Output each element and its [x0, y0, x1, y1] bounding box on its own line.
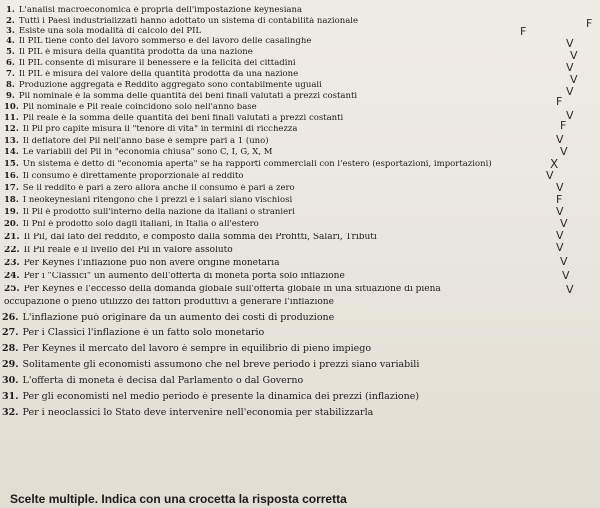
question-line — [2, 408, 373, 418]
question-line — [4, 114, 343, 123]
question-number: 14. — [4, 148, 19, 157]
answer-mark: V — [566, 37, 574, 50]
question-text: Il PIL è misura del valore della quantità prodotta da una nazione — [18, 70, 299, 79]
question-text: Il PIL è misura della quantità prodotta da una nazione — [18, 48, 253, 57]
question-number: 6. — [6, 59, 15, 68]
question-number: 30. — [2, 376, 19, 386]
question-line — [4, 285, 441, 294]
question-line — [4, 160, 492, 169]
question-line — [6, 17, 358, 26]
question-line — [6, 48, 253, 57]
section-title: Scelte multiple. Indica con una crocetta la risposta corretta — [10, 492, 347, 506]
question-line — [4, 137, 269, 146]
question-number: 15. — [4, 160, 19, 169]
question-text: Esiste una sola modalità di calcolo del PIL — [18, 27, 202, 36]
question-text: Il Pil, dal lato del reddito, è composto dalla somma dei Profitti, Salari, Tributi — [23, 233, 377, 242]
question-line — [6, 27, 201, 36]
question-number: 2. — [6, 17, 15, 26]
question-number: 1. — [6, 6, 15, 15]
answer-mark: V — [570, 73, 578, 86]
question-line — [6, 70, 298, 79]
question-text: Il PIL tiene conto del lavoro sommerso e del lavoro delle casalinghe — [18, 37, 312, 46]
answer-mark: V — [562, 269, 570, 282]
question-number: 27. — [2, 328, 19, 338]
question-number: 3. — [6, 27, 15, 36]
question-text: Produzione aggregata e Reddito aggregato sono contabilmente uguali — [18, 81, 322, 90]
answer-mark: F — [520, 25, 527, 38]
answer-mark: V — [566, 61, 574, 74]
question-number: 5. — [6, 48, 15, 57]
answer-mark: V — [556, 181, 564, 194]
question-text: Per Keynes il mercato del lavoro è sempre in equilibrio di pieno impiego — [22, 344, 372, 354]
question-line — [4, 259, 280, 268]
question-line — [4, 196, 292, 205]
question-text: Il Pnl è prodotto solo dagli italiani, in Italia o all'estero — [22, 220, 259, 229]
question-line — [2, 328, 264, 338]
question-text: Pil nominale è la somma delle quantità dei beni finali valutati a prezzi costanti — [18, 92, 358, 101]
answer-mark: V — [566, 283, 574, 296]
question-text: Per i Classici l'inflazione è un fatto solo monetario — [22, 328, 265, 338]
question-number: 23. — [4, 259, 20, 268]
question-number: 22. — [4, 246, 20, 255]
question-line — [2, 392, 419, 402]
question-line — [2, 344, 371, 354]
answer-mark: V — [560, 255, 568, 268]
question-text: Tutti i Paesi industrializzati hanno adottato un sistema di contabilità nazionale — [18, 17, 359, 26]
question-number: 26. — [2, 313, 19, 323]
question-line — [4, 172, 244, 181]
question-text: Il Pil reale è il livello del Pil in valore assoluto — [23, 246, 233, 255]
answer-mark: V — [570, 49, 578, 62]
answer-mark: F — [586, 17, 593, 30]
question-line — [4, 125, 297, 134]
answer-mark: V — [546, 169, 554, 182]
question-line — [4, 298, 334, 307]
question-number: 29. — [2, 360, 19, 370]
answer-mark: X — [550, 157, 559, 171]
question-line — [4, 233, 377, 242]
question-line — [6, 59, 296, 68]
question-line — [2, 360, 419, 370]
question-line — [4, 148, 272, 157]
question-line — [4, 272, 345, 281]
answer-mark: V — [556, 229, 564, 242]
question-text: L'inflazione può originare da un aumento dei costi di produzione — [22, 313, 335, 323]
question-line — [4, 103, 257, 112]
question-text: occupazione o pieno utilizzo dei fattori produttivi a generare l'inflazione — [4, 298, 334, 307]
question-text: Il consumo è direttamente proporzionale al reddito — [22, 172, 244, 181]
answer-mark: V — [566, 109, 574, 122]
answer-mark: V — [556, 133, 564, 146]
question-text: Il Pil pro capite misura il "tenore di vita" in termini di ricchezza — [22, 125, 298, 134]
question-text: Il deflatore del Pil nell'anno base è sempre pari a 1 (uno) — [22, 137, 269, 146]
question-number: 11. — [4, 114, 19, 123]
question-text: L'analisi macroeconomica è propria dell'impostazione keynesiana — [18, 6, 303, 15]
question-text: Solitamente gli economisti assumono che nel breve periodo i prezzi siano variabili — [22, 360, 420, 370]
answer-mark: F — [556, 193, 563, 206]
question-number: 8. — [6, 81, 15, 90]
question-number: 12. — [4, 125, 19, 134]
question-line — [6, 37, 311, 46]
question-number: 32. — [2, 408, 19, 418]
question-text: Il PIL consente di misurare il benessere e la felicità dei cittadini — [18, 59, 296, 68]
answer-mark: V — [560, 145, 568, 158]
question-text: Per Keynes è l'eccesso della domanda globale sull'offerta globale in una situazione di piena — [23, 285, 441, 294]
question-number: 7. — [6, 70, 15, 79]
question-number: 19. — [4, 208, 19, 217]
answer-mark: V — [560, 217, 568, 230]
question-line — [6, 6, 302, 15]
question-number: 25. — [4, 285, 20, 294]
question-number: 13. — [4, 137, 19, 146]
question-number: 18. — [4, 196, 19, 205]
question-text: Per gli economisti nel medio periodo è presente la dinamica dei prezzi (inflazione) — [22, 392, 420, 402]
question-line — [4, 208, 295, 217]
question-text: Pil reale è la somma delle quantità dei beni finali valutati a prezzi costanti — [22, 114, 344, 123]
question-number: 10. — [4, 103, 19, 112]
question-number: 31. — [2, 392, 19, 402]
question-text: Se il reddito è pari a zero allora anche il consumo è pari a zero — [22, 184, 295, 193]
question-text: Per i "Classici" un aumento dell'offerta di moneta porta solo inflazione — [23, 272, 345, 281]
question-text: Pil nominale e Pil reale coincidono solo nell'anno base — [22, 103, 257, 112]
question-number: 9. — [6, 92, 15, 101]
question-text: Un sistema è detto di "economia aperta" se ha rapporti commerciali con l'estero (esportazioni, importazioni) — [22, 160, 492, 169]
question-text: L'offerta di moneta è decisa dal Parlamento o dal Governo — [22, 376, 304, 386]
question-line — [2, 376, 303, 386]
question-text: Per Keynes l'inflazione può non avere origine monetaria — [23, 259, 280, 268]
answer-mark: V — [566, 85, 574, 98]
question-number: 21. — [4, 233, 20, 242]
question-line — [4, 184, 295, 193]
answer-mark: V — [556, 205, 564, 218]
question-line — [6, 92, 357, 101]
question-line — [2, 313, 334, 323]
question-text: Le variabili del Pil in "economia chiusa" sono C, I, G, X, M — [22, 148, 273, 157]
answer-mark: F — [560, 119, 567, 132]
question-text: Per i neoclassici lo Stato deve intervenire nell'economia per stabilizzarla — [22, 408, 374, 418]
question-line — [4, 220, 259, 229]
question-number: 17. — [4, 184, 19, 193]
question-line — [6, 81, 322, 90]
answer-mark: V — [556, 241, 564, 254]
question-line — [4, 246, 233, 255]
question-text: Il Pil è prodotto sull'interno della nazione da italiani o stranieri — [22, 208, 295, 217]
question-number: 16. — [4, 172, 19, 181]
question-text: I neokeynesiani ritengono che i prezzi e i salari siano vischiosi — [22, 196, 293, 205]
question-number: 20. — [4, 220, 19, 229]
question-number: 28. — [2, 344, 19, 354]
question-number: 24. — [4, 272, 20, 281]
answer-mark: F — [556, 95, 563, 108]
question-number: 4. — [6, 37, 15, 46]
